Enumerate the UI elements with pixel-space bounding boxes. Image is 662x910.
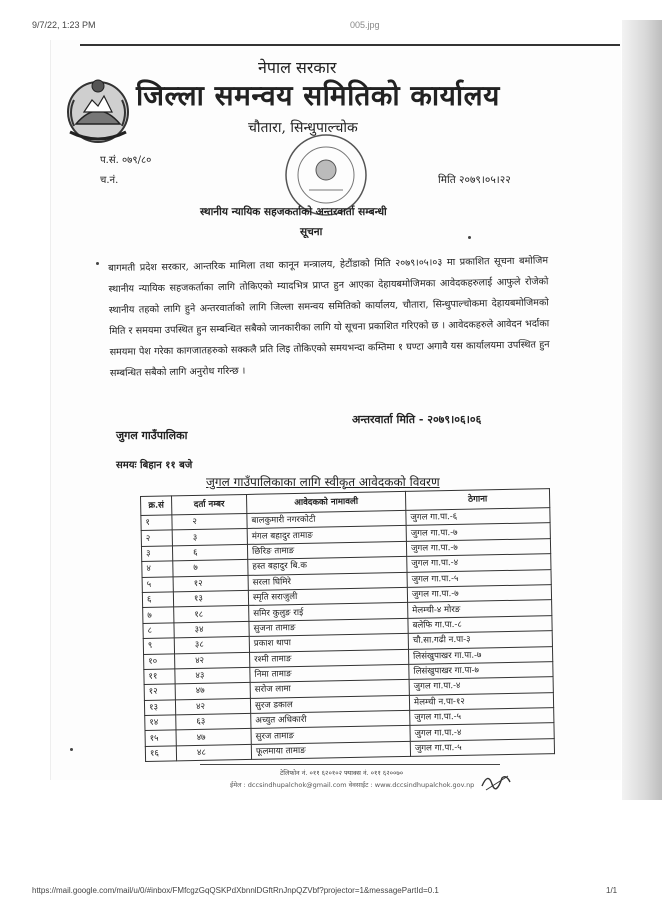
table-cell: जुगल गा.पा.-४ [407,554,551,572]
table-cell: ११ [144,669,175,685]
footer-email: ईमेल : dccsindhupalchok@gmail.com वेवसाईट : www.dccsindhupalchok.gov.np [230,781,475,789]
table-cell: निमा तामाङ [250,664,409,682]
table-cell: सुरज तामाङ [251,726,410,744]
table-cell: १३ [173,590,248,607]
table-cell: ६३ [176,713,251,730]
table-cell: प्रकाश थापा [249,634,408,652]
table-cell: सुजना तामाङ [249,618,408,636]
table-cell: १४ [145,715,176,731]
table-cell: ४२ [175,698,250,715]
table-cell: जुगल गा.पा.-५ [410,708,554,726]
print-footer [0,880,662,900]
table-cell: बालकुमारी नगरकोटी [247,510,406,528]
reference-number: प.सं. ०७९/८० [100,155,152,166]
table-cell: स्मृति सराजुली [248,587,407,605]
table-cell: १५ [145,730,176,746]
table-cell: ८ [143,623,174,639]
table-cell: ४७ [175,683,250,700]
table-cell: जुगल गा.पा.-७ [406,523,550,541]
scan-shadow-edge [622,20,662,800]
table-cell: ५ [142,576,173,592]
letter-date: मिति २०७९।०५।२२ [438,174,511,186]
table-cell: ३ [141,546,172,562]
table-cell: सरला घिमिरे [248,572,407,590]
table-cell: मंगल बहादुर तामाङ [247,526,406,544]
table-cell: ३ [172,529,247,546]
table-cell: चौ.सा.गढी न.पा-३ [408,631,552,649]
table-cell: लिसंखुपाखर गा.पा.-७ [408,646,552,664]
table-cell: जुगल गा.पा.-४ [410,723,554,741]
government-heading: नेपाल सरकार [258,58,337,77]
print-url: https://mail.google.com/mail/u/0/#inbox/FMfcgzGqQSKPdXbnnlDGftRnJnpQZVbf?projector=1&messagePartId=0.1 [32,886,439,895]
table-cell: १० [144,653,175,669]
footer-contact: टेलिफोन नं. ०११ ६२०१०२ फ्याक्स नं. ०११ ६२००७० [280,769,404,777]
signature-icon [478,768,514,794]
table-cell: छिरिङ तामाङ [247,541,406,559]
table-cell: ६ [172,544,247,561]
table-cell: ७ [173,560,248,577]
scan-speck [70,748,73,751]
notice-body: बागमती प्रदेश सरकार, आन्तरिक मामिला तथा कानून मन्त्रालय, हेटौंडाको मिति २०७९।०५।०३ मा प्रकाशित सूचना बमोजिम स्थानीय न्यायिक सहजकर्ताका लागि तोकिएको म्यादभित्र प्राप्त हुन आएका देहायबमोजिमका आवेदकहरुलाई आफुले रोजेको स्थानीय तहको लागि हुने अन्तरवार्ताको लागि जिल्ला समन्वय समितिको कार्यालय, चौतारा, सिन्धुपाल्चोकमा देहायबमोजिमको मिति र समयमा उपस्थित हुन सम्बन्धित सबैको जानकारीका लागि यो सूचना प्रकाशित गरिएको छ । आवेदकहरुले आवेदन भर्दाका समयमा पेश गरेका कागजातहरुको सक्कलै प्रति लिइ तोकिएको समयभन्दा कम्तिमा १ घण्टा अगावै यस कार्यालयमा उपस्थित हुन सम्बन्धित सबैको लागि अनुरोध गरिन्छ । [108,255,550,379]
table-cell: १३ [144,700,175,716]
table-cell: ४३ [175,667,250,684]
table-cell: फूलमाया तामाङ [251,741,410,759]
interview-date: अन्तरवार्ता मिति - २०७९।०६।०६ [352,413,482,426]
table-cell: जुगल गा.पा.-६ [406,508,550,526]
table-cell: जुगल गा.पा.-७ [407,585,551,603]
print-header [0,0,662,30]
table-cell: २ [172,513,247,530]
table-cell: जुगल गा.पा.-७ [406,538,550,556]
scan-speck [468,236,471,239]
office-address: चौतारा, सिन्धुपाल्चोक [248,120,358,136]
table-cell: अच्युत अधिकारी [251,710,410,728]
footer-rule [200,764,500,765]
table-cell: १२ [173,575,248,592]
table-cell: रश्मी तामाङ [250,649,409,667]
letter-subject: स्थानीय न्यायिक सहजकर्ताको अन्तरवार्ता सम्बन्धी [200,206,387,218]
table-cell: लिसंखुपाखर गा.पा-७ [409,662,553,680]
table-cell: १ [141,515,172,531]
table-header-cell: दर्ता नम्बर [172,494,247,514]
table-header-cell: क्र.सं [141,496,172,516]
table-title: जुगल गाउँपालिकाका लागि स्वीकृत आवेदकको विवरण [206,475,440,489]
table-cell: ९ [143,638,174,654]
table-cell: जुगल गा.पा.-५ [407,569,551,587]
table-cell: समिर कुलुङ राई [249,603,408,621]
print-timestamp: 9/7/22, 1:23 PM [32,20,96,30]
table-cell: ४ [142,561,173,577]
notice-heading: सूचना [300,226,323,238]
table-cell: ३८ [174,637,249,654]
table-cell: सुरज डकाल [250,695,409,713]
interview-time: समयः बिहान ११ बजे [116,460,193,471]
print-filename: 005.jpg [350,20,380,30]
print-page-number: 1/1 [606,886,618,895]
table-cell: मेलम्ची-४ मोरङ [408,600,552,618]
table-cell: ३४ [174,621,249,638]
table-header-cell: आवेदकको नामावली [246,491,405,513]
scan-speck [96,262,99,265]
table-cell: बलेफि गा.पा.-८ [408,615,552,633]
table-cell: ४७ [176,729,251,746]
office-title: जिल्ला समन्वय समितिको कार्यालय [136,79,500,112]
nepal-emblem-icon [62,74,134,146]
table-cell: जुगल गा.पा.-४ [409,677,553,695]
table-cell: हस्त बहादुर बि.क [248,557,407,575]
table-cell: १२ [144,684,175,700]
letterhead-top-rule [80,44,620,46]
table-cell: ७ [143,607,174,623]
municipality-name: जुगल गाउँपालिका [116,429,188,442]
applicant-table [140,488,555,762]
table-header-cell: ठेगाना [405,489,549,511]
table-cell: १८ [174,606,249,623]
table-cell: १६ [145,746,176,762]
table-cell: ६ [142,592,173,608]
table-cell: २ [141,530,172,546]
dispatch-number: च.नं. [100,175,119,186]
table-cell: ४२ [175,652,250,669]
table-cell: सरोज लामा [250,680,409,698]
table-cell: मेलम्ची न.पा-१२ [409,692,553,710]
table-cell: जुगल गा.पा.-५ [410,738,554,756]
table-cell: ४८ [176,744,251,761]
